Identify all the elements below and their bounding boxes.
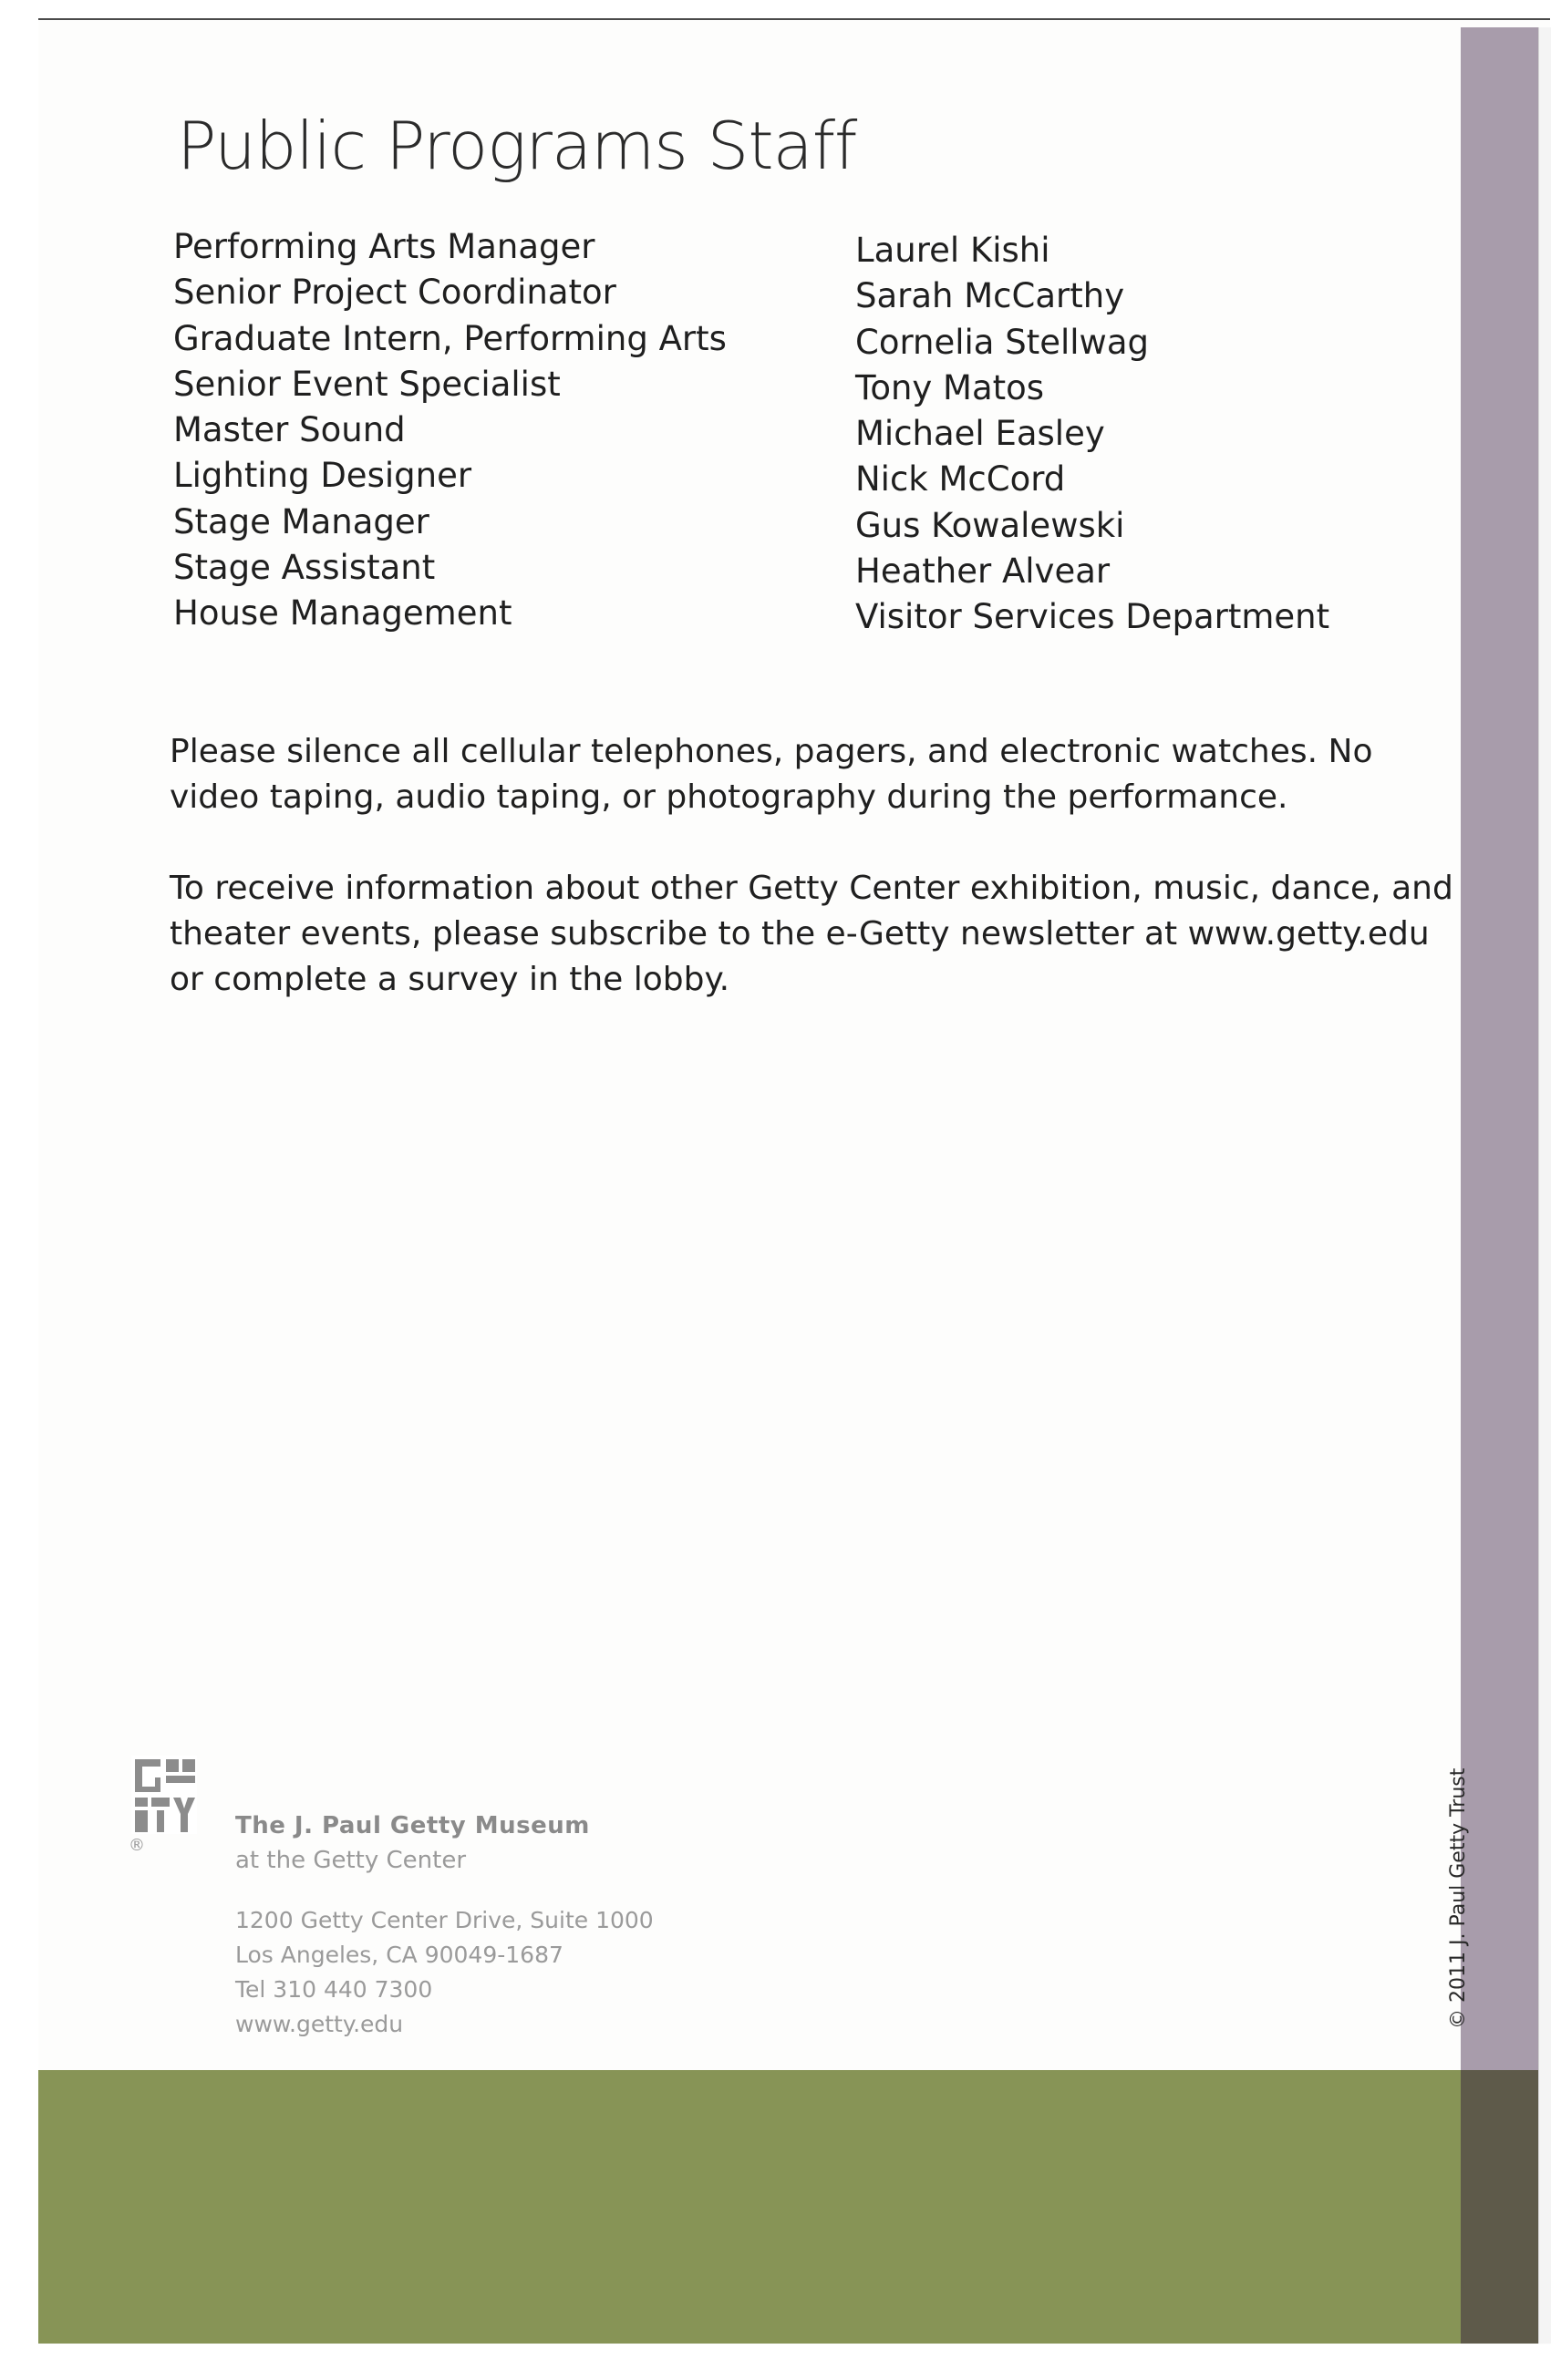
staff-role: Senior Project Coordinator xyxy=(173,273,616,313)
museum-address xyxy=(235,1903,654,2042)
staff-name: Sarah McCarthy xyxy=(855,276,1125,316)
website-link[interactable]: www.getty.edu xyxy=(235,2011,404,2037)
staff-role: Stage Manager xyxy=(173,501,429,541)
phone-number: Tel 310 440 7300 xyxy=(235,1976,433,2003)
staff-role: Graduate Intern, Performing Arts xyxy=(173,318,727,358)
staff-name: Visitor Services Department xyxy=(855,597,1330,637)
copyright-notice: © 2011 J. Paul Getty Trust xyxy=(1447,1767,1470,2029)
address-city: Los Angeles, CA 90049-1687 xyxy=(235,1942,563,1968)
staff-role: Senior Event Specialist xyxy=(173,364,561,404)
staff-roles-column xyxy=(173,224,848,637)
staff-role: House Management xyxy=(173,593,512,634)
staff-name: Gus Kowalewski xyxy=(855,505,1125,545)
staff-role: Stage Assistant xyxy=(173,548,436,588)
program-page xyxy=(38,18,1550,2344)
silence-notice: Please silence all cellular telephones, pagers, and electronic watches. No video taping, audio taping, or photography during the performance. xyxy=(170,733,1373,816)
staff-role: Lighting Designer xyxy=(173,456,472,496)
side-color-strip-bottom xyxy=(1461,2070,1538,2344)
staff-name: Cornelia Stellwag xyxy=(855,322,1149,362)
subscribe-notice: To receive information about other Getty Center exhibition, music, dance, and theater events, please subscribe to the e-Getty newsletter at www.getty.edu or complete a survey in the lobby. xyxy=(170,870,1453,998)
staff-role: Performing Arts Manager xyxy=(173,227,595,266)
registered-mark: ® xyxy=(129,1836,145,1855)
bottom-color-band xyxy=(38,2070,1461,2344)
staff-name: Heather Alvear xyxy=(855,551,1111,592)
staff-name: Michael Easley xyxy=(855,414,1105,454)
staff-role: Master Sound xyxy=(173,410,406,450)
staff-name: Nick McCord xyxy=(855,459,1066,500)
page-title: Public Programs Staff xyxy=(177,108,857,184)
museum-name: The J. Paul Getty Museum xyxy=(235,1812,590,1839)
staff-names-column xyxy=(855,228,1439,641)
staff-name: Tony Matos xyxy=(855,367,1045,407)
getty-logo-icon xyxy=(129,1754,199,1836)
staff-name: Laurel Kishi xyxy=(855,231,1050,270)
address-line: 1200 Getty Center Drive, Suite 1000 xyxy=(235,1907,654,1933)
museum-subtitle: at the Getty Center xyxy=(235,1847,467,1874)
page-edge xyxy=(1538,27,1551,2344)
